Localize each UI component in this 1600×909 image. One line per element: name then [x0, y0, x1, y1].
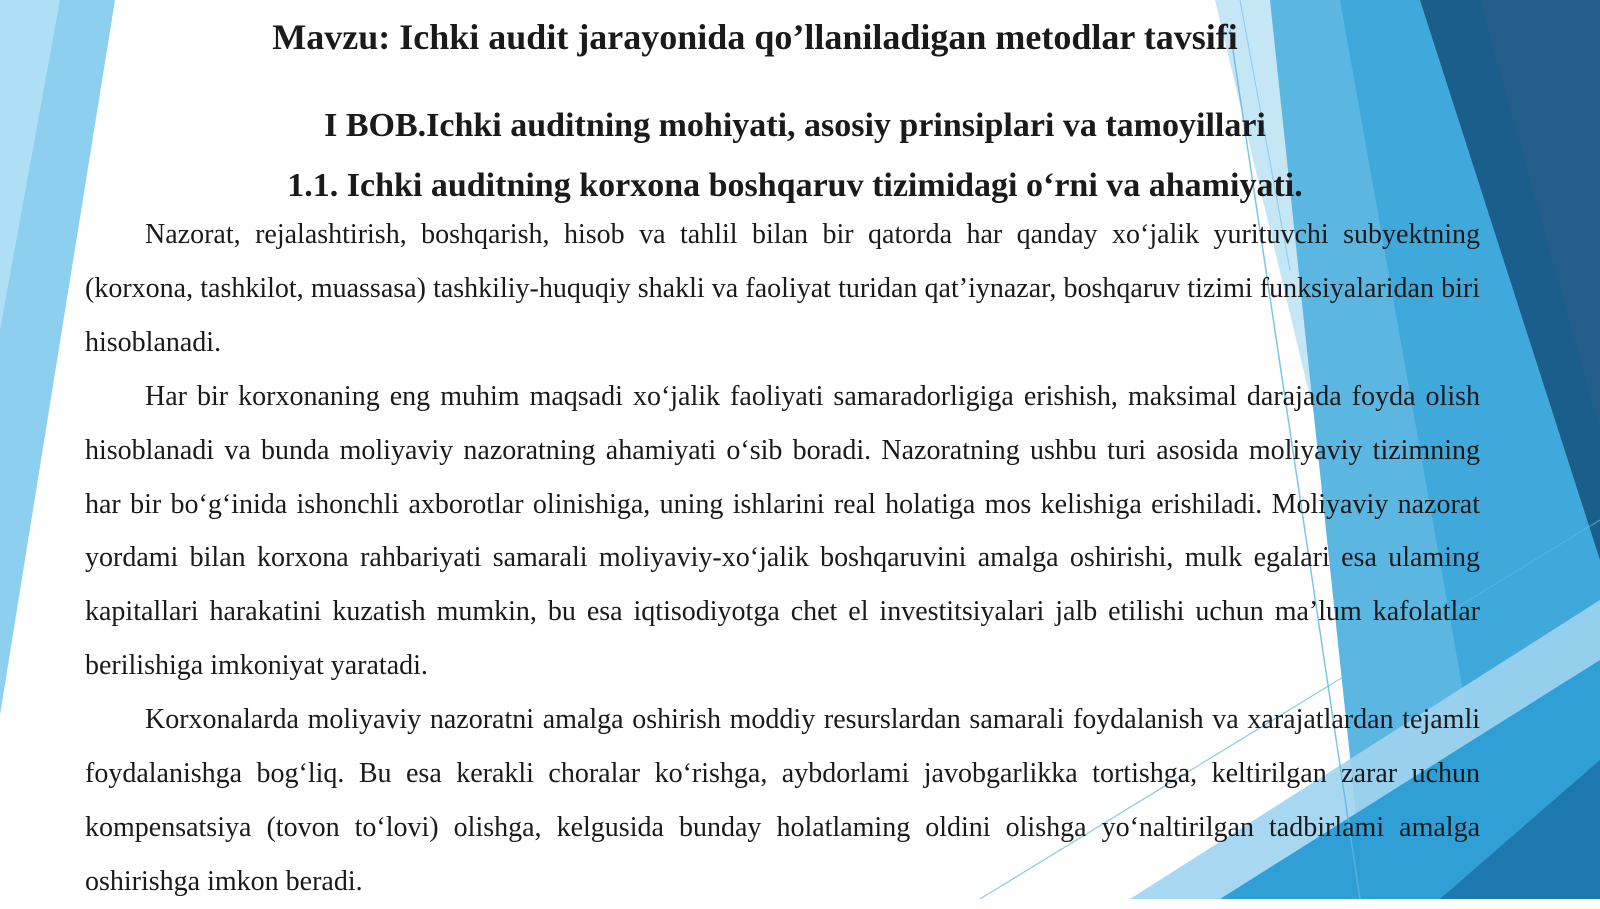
section-heading: 1.1. Ichki auditning korxona boshqaruv tizimidagi o‘rni va ahamiyati.: [287, 167, 1303, 204]
chapter-heading: I BOB.Ichki auditning mohiyati, asosiy prinsiplari va tamoyillari: [324, 107, 1266, 144]
paragraph-2: Har bir korxonaning eng muhim maqsadi xo‘jalik faoliyati samaradorligiga erishish, maksimal darajada foyda olish hisoblanadi va bunda moliyaviy nazoratning ahamiyati o‘sib boradi. Nazoratning ushbu turi asosida moliyaviy tizimning har bir bo‘g‘inida ishonchli axborotlar olinishiga, uning ishlarini real holatiga mos kelishiga erishiladi. Moliyaviy nazorat yordami bilan korxona rahbariyati samarali moliyaviy-xo‘jalik boshqaruvini amalga oshirishi, mulk egalari esa ulaming kapitallari harakatini kuzatish mumkin, bu esa iqtisodiyotga chet el investitsiyalari jalb etilishi uchun ma’lum kafolatlar berilishiga imkoniyat yaratadi.: [85, 380, 1480, 682]
paragraph-3: Korxonalarda moliyaviy nazoratni amalga oshirish moddiy resurslardan samarali foydalanish va xarajatlardan tejamli foydalanishga bog‘liq. Bu esa kerakli choralar ko‘rishga, aybdorlami javobgarlikka tortishga, keltirilgan zarar uchun kompensatsiya (tovon to‘lovi) olishga, kelgusida bunday holatlaming oldini olishga yo‘naltirilgan tadbirlami amalga oshirishga imkon beradi.: [85, 704, 1480, 897]
paragraph-1: Nazorat, rejalashtirish, boshqarish, hisob va tahlil bilan bir qatorda har qanday xo‘jalik yurituvchi subyektning (korxona, tashkilot, muassasa) tashkiliy-huquqiy shakli va faoliyat turidan qat’iynazar, boshqaruv tizimi funksiyalaridan biri hisoblanadi.: [85, 219, 1480, 358]
body-text: [85, 208, 1480, 909]
slide-title: Mavzu: Ichki audit jarayonida qo’llaniladigan metodlar tavsifi: [272, 17, 1238, 57]
